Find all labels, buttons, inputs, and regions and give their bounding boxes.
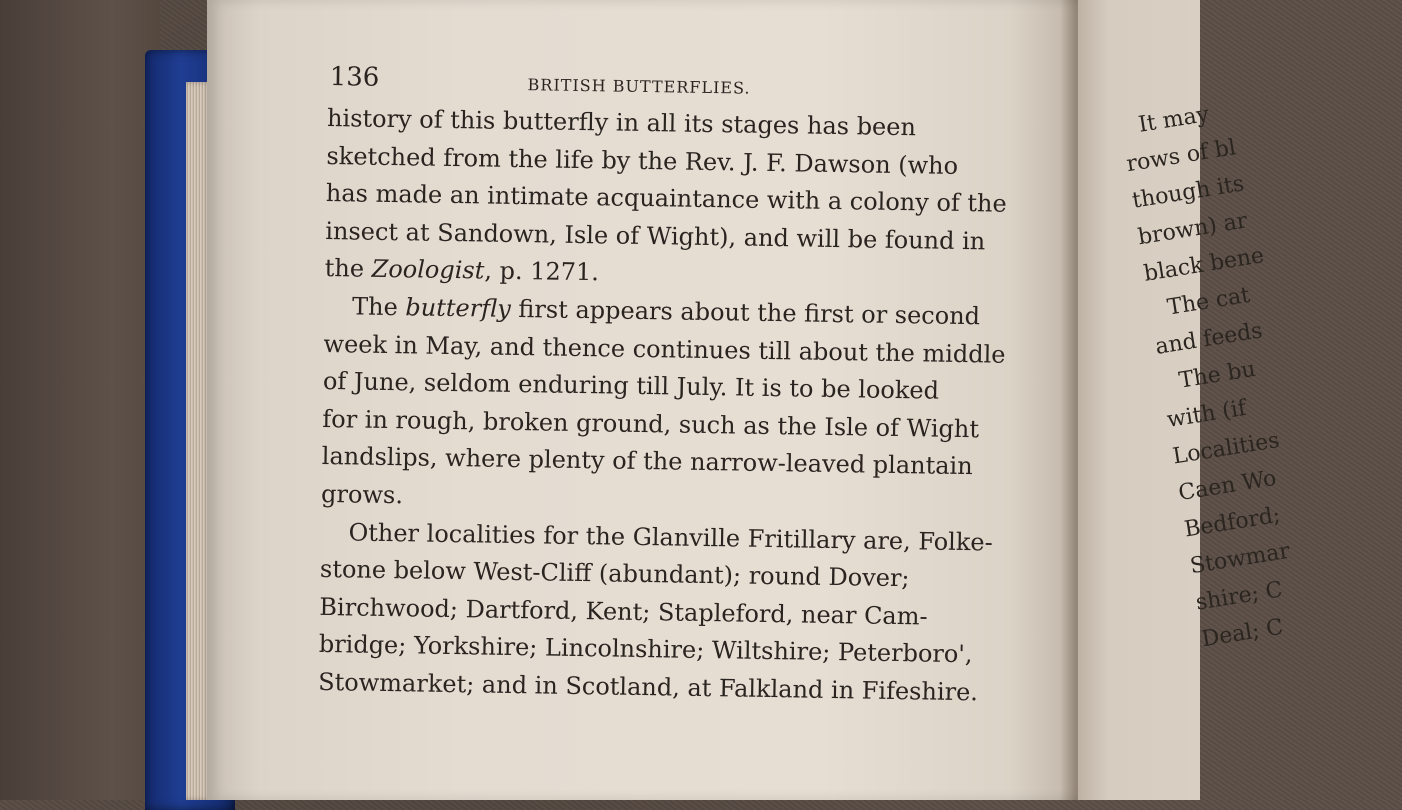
text-line: has made an intimate acquaintance with a colony of the (325, 179, 1007, 218)
text-line: Other localities for the Glanville Fritillary are, Folke- (348, 517, 993, 557)
italic-term: butterfly (405, 293, 511, 323)
paragraph (318, 513, 993, 711)
text-run: first appears about the first or second (510, 294, 981, 331)
body-text (318, 100, 1007, 712)
text-line: for in rough, broken ground, such as the Isle of Wight (322, 404, 980, 444)
text-line: bridge; Yorkshire; Lincolnshire; Wiltshire; Peterboro', (318, 630, 973, 669)
right-text-line: Deal; C (1199, 614, 1285, 653)
text-line: history of this butterfly in all its stages has been (326, 103, 917, 142)
left-page-text (318, 60, 1007, 712)
text-line: grows. (320, 479, 404, 510)
paragraph (324, 100, 1007, 298)
text-line: Birchwood; Dartford, Kent; Stapleford, near Cam- (319, 592, 928, 631)
right-text-line: Caen Wo (1176, 465, 1279, 507)
right-text-line: and feeds (1153, 318, 1265, 360)
text-line: Stowmarket; and in Scotland, at Falkland in Fifeshire. (318, 667, 979, 707)
text-run: The (351, 292, 406, 322)
text-run: the (324, 254, 372, 284)
right-text-line: Localities (1171, 427, 1282, 470)
text-line: landslips, where plenty of the narrow-leaved plantain (321, 442, 973, 481)
paragraph (320, 288, 1006, 524)
page-number: 136 (329, 62, 380, 93)
right-text-line: brown) ar (1136, 208, 1249, 251)
text-line: sketched from the life by the Rev. J. F. Dawson (who (326, 141, 959, 180)
right-text-line: The cat (1165, 282, 1252, 321)
carpet-background (0, 0, 160, 800)
right-text-line: black bene (1142, 243, 1266, 287)
right-text-line: shire; C (1194, 577, 1285, 616)
running-head: BRITISH BUTTERFLIES. (527, 75, 751, 98)
italic-term: Zoologist (371, 255, 485, 285)
text-line: of June, seldom enduring till July. It is to be looked (322, 367, 940, 405)
right-text-line: Bedford; (1182, 502, 1282, 543)
text-run: , p. 1271. (484, 256, 600, 287)
text-line: insect at Sandown, Isle of Wight), and will be found in (325, 216, 986, 256)
right-text-line: Stowmar (1188, 538, 1292, 580)
right-text-line: It may (1136, 102, 1211, 138)
right-text-line: The bu (1177, 356, 1258, 394)
right-text-line: with (if (1165, 395, 1248, 433)
text-line: week in May, and thence continues till about the middle (323, 329, 1006, 369)
right-text-line: though its (1130, 171, 1246, 214)
right-text-line: rows of bl (1124, 135, 1238, 178)
text-line: stone below West-Cliff (abundant); round Dover; (319, 555, 910, 593)
